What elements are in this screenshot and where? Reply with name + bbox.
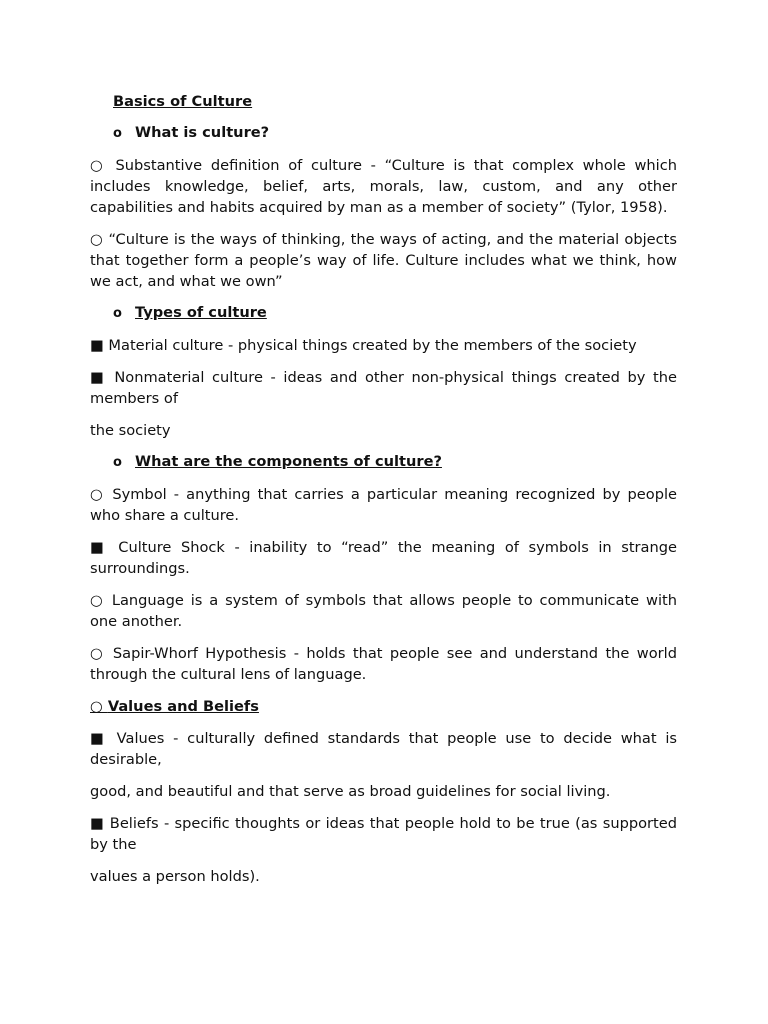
paragraph-culture-shock: ■ Culture Shock - inability to “read” the meaning of symbols in strange surroundings. [90, 539, 677, 577]
paragraph-values: ■ Values - culturally defined standards that people use to decide what is desirable, [90, 730, 677, 768]
section-heading-values-and-beliefs [90, 696, 677, 717]
paragraph-culture-ways: ○ “Culture is the ways of thinking, the ways of acting, and the material objects that together form a people’s way of life. Culture includes what we think, how we act, and what we own” [90, 231, 677, 290]
paragraph-the-society: the society [90, 422, 171, 439]
paragraph-beliefs-continued: values a person holds). [90, 868, 260, 885]
paragraph-substantive-definition: ○ Substantive definition of culture - “Culture is that complex whole which includes knowledge, belief, arts, morals, law, custom, and any other capabilities and habits acquired by man as a member of society” (Tylor, 1958). [90, 157, 677, 216]
section-heading-components [113, 452, 677, 473]
section-heading-types-of-culture [113, 303, 677, 324]
paragraph-sapir-whorf: ○ Sapir-Whorf Hypothesis - holds that people see and understand the world through the cultural lens of language. [90, 645, 677, 683]
heading-marker: o [113, 306, 122, 321]
document-title: Basics of Culture [113, 93, 253, 110]
heading-bullet: ○ [90, 698, 108, 715]
heading-marker: o [113, 455, 122, 470]
document-page [90, 92, 677, 887]
paragraph-nonmaterial-culture: ■ Nonmaterial culture - ideas and other non-physical things created by the members of [90, 369, 677, 407]
section-heading-what-is-culture [113, 123, 677, 144]
paragraph-language: ○ Language is a system of symbols that allows people to communicate with one another. [90, 592, 677, 630]
paragraph-beliefs: ■ Beliefs - specific thoughts or ideas that people hold to be true (as supported by the [90, 815, 677, 853]
heading-marker: o [113, 126, 122, 141]
heading-text: Types of culture [135, 304, 267, 321]
paragraph-symbol: ○ Symbol - anything that carries a particular meaning recognized by people who share a culture. [90, 486, 677, 524]
heading-text: What is culture? [135, 124, 270, 141]
heading-text: What are the components of culture? [135, 453, 442, 470]
heading-text: Values and Beliefs [107, 698, 259, 715]
paragraph-material-culture: ■ Material culture - physical things created by the members of the society [90, 337, 637, 354]
paragraph-values-continued: good, and beautiful and that serve as broad guidelines for social living. [90, 783, 611, 800]
